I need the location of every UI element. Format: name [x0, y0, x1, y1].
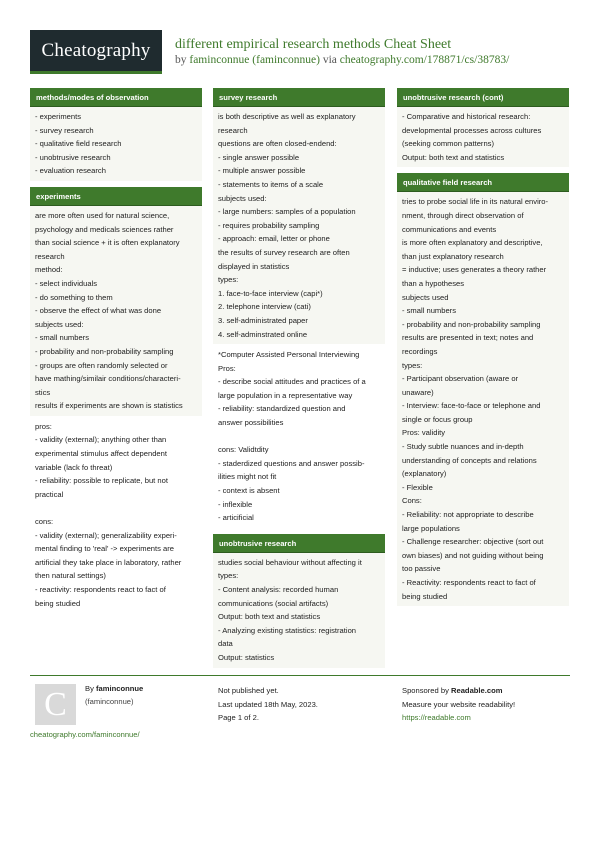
sponsor-name[interactable]: Readable.com	[451, 686, 503, 695]
section-title: unobtrusive research	[213, 534, 385, 553]
text-line: - approach: email, letter or phone	[218, 234, 330, 244]
text-line: answer possibilities	[218, 418, 284, 428]
text-line: recordings	[402, 346, 438, 356]
text-line: than a hypotheses	[402, 278, 465, 288]
page-number: Page 1 of 2.	[218, 713, 259, 723]
text-line: research	[218, 125, 248, 135]
text-line: communications and events	[402, 224, 497, 234]
logo-text: Cheatography	[41, 39, 151, 61]
text-line: nment, through direct observation of	[402, 210, 524, 220]
text-line: experimental stimulus affect dependent	[35, 449, 167, 459]
text-line: studies social behaviour without affecting it	[218, 557, 362, 567]
section-body	[30, 206, 202, 614]
text-line: - qualitative field research	[35, 139, 122, 149]
text-line: - Study subtle nuances and in-depth	[402, 442, 524, 452]
byline	[175, 54, 509, 66]
section-title: experiments	[30, 187, 202, 206]
text-line: subjects used:	[35, 319, 84, 329]
text-line: 1. face-to-face interview (capi*)	[218, 288, 323, 298]
text-line: tries to probe social life in its natural enviro-	[402, 197, 549, 207]
section-body	[397, 107, 569, 168]
text-line: - validity (external); generalizability experi-	[35, 530, 177, 540]
text-line: have mathing/similair conditions/characteri-	[35, 374, 181, 384]
text-line: - large numbers: samples of a population	[218, 207, 356, 217]
text-line: Pros:	[218, 363, 236, 373]
text-line: - reliability: possible to replicate, but not	[35, 476, 168, 486]
text-line: cons:	[35, 517, 54, 527]
column-3	[397, 88, 569, 612]
section	[397, 88, 569, 168]
text-line: - Participant observation (aware or	[402, 374, 519, 384]
text-line: - Content analysis: recorded human	[218, 585, 339, 594]
text-line: questions are often closed-endend:	[218, 139, 337, 149]
section-part	[30, 206, 202, 417]
text-line: large population in a representative way	[218, 390, 353, 400]
section-part	[397, 107, 569, 168]
text-line: - small numbers	[402, 306, 457, 316]
text-line: unaware)	[402, 387, 434, 397]
text-line: - inflexible	[218, 499, 253, 509]
text-line: artificial they take place in laboratory, rather	[35, 557, 182, 567]
footer-by-label: By	[85, 684, 94, 693]
sponsor-tagline: Measure your website readability!	[402, 699, 516, 709]
text-line: types:	[218, 275, 239, 285]
text-line: - evaluation research	[35, 166, 106, 176]
text-line: - groups are often randomly selected or	[35, 360, 168, 370]
text-line: - Reactivity: respondents react to fact of	[402, 578, 536, 587]
section-body	[397, 192, 569, 607]
text-line: single or focus group	[402, 414, 473, 424]
section	[30, 187, 202, 614]
footer-sponsor	[402, 684, 515, 725]
section-body	[30, 107, 202, 182]
text-line: - small numbers	[35, 333, 90, 343]
text-line: communications (social artifacts)	[218, 598, 329, 608]
cheatography-logo[interactable]	[30, 30, 162, 74]
text-line: - probability and non-probability sampling	[402, 319, 541, 329]
author-link[interactable]: faminconnue (faminconnue)	[189, 54, 320, 66]
text-line: Output: both text and statistics	[402, 152, 505, 162]
text-line: results are presented in text; notes and	[402, 333, 534, 343]
text-line: - survey research	[35, 125, 94, 135]
section-title: survey research	[213, 88, 385, 107]
section-part	[30, 107, 202, 182]
text-line: Pros: validity	[402, 428, 446, 438]
text-line: = inductive; uses generates a theory rather	[402, 265, 547, 275]
text-line: - Flexible	[402, 482, 433, 492]
text-line: large populations	[402, 523, 460, 533]
text-line	[35, 501, 197, 515]
text-line: - describe social attitudes and practices of a	[218, 377, 366, 387]
text-line: types:	[402, 360, 423, 370]
section-body	[213, 553, 385, 669]
footer-author-name[interactable]: faminconnue	[96, 684, 144, 693]
text-line: - Reliability: not appropriate to describe	[402, 510, 534, 520]
sponsor-url-link[interactable]: https://readable.com	[402, 713, 471, 723]
text-line: psychology and medicals sciences rather	[35, 224, 174, 234]
section-title: methods/modes of observation	[30, 88, 202, 107]
text-line: - Comparative and historical research:	[402, 112, 531, 121]
section	[30, 88, 202, 182]
text-line: - Analyzing existing statistics: registration	[218, 625, 357, 635]
text-line: 3. self-administrated paper	[218, 315, 308, 325]
section	[213, 534, 385, 669]
text-line: - reliability: standardized question and	[218, 404, 346, 414]
text-line: - staderdized questions and answer possib-	[218, 458, 365, 468]
text-line: Output: statistics	[218, 652, 275, 662]
section-body	[213, 107, 385, 529]
footer	[30, 675, 570, 739]
text-line: stics	[35, 387, 51, 397]
text-line: 2. telephone interview (cati)	[218, 302, 311, 312]
text-line: being studied	[402, 591, 448, 601]
text-line: Output: both text and statistics	[218, 612, 321, 622]
text-line: - Challenge researcher: objective (sort out	[402, 537, 544, 547]
text-line: variable (lack fo threat)	[35, 462, 113, 472]
text-line: - unobtrusive research	[35, 152, 111, 162]
section	[397, 173, 569, 607]
text-line: method:	[35, 265, 63, 275]
footer-author-handle: (faminconnue)	[85, 697, 134, 706]
section-part	[213, 553, 385, 669]
column-2	[213, 88, 385, 674]
text-line: practical	[35, 489, 64, 499]
text-line: types:	[218, 571, 239, 581]
text-line: research	[35, 251, 65, 261]
sponsor-prefix: Sponsored by	[402, 686, 449, 695]
text-line: data	[218, 639, 233, 649]
section	[213, 88, 385, 529]
text-line: - statements to items of a scale	[218, 179, 324, 189]
text-line: cons: Validtdity	[218, 445, 269, 455]
text-line: (explanatory)	[402, 469, 447, 479]
byline-prefix: by	[175, 54, 187, 66]
text-line: ilities might not fit	[218, 472, 277, 482]
section-part	[213, 107, 385, 345]
text-line: - validity (external); anything other than	[35, 435, 167, 445]
text-line: being studied	[35, 598, 81, 608]
section-title: qualitative field research	[397, 173, 569, 192]
section-part	[30, 417, 202, 614]
section-title: unobtrusive research (cont)	[397, 88, 569, 107]
author-url-link[interactable]: cheatography.com/faminconnue/	[30, 730, 140, 739]
page-title: different empirical research methods Cheat Sheet	[175, 37, 452, 52]
footer-author	[85, 684, 143, 693]
text-line: is more often explanatory and descriptive,	[402, 238, 543, 248]
text-line: *Computer Assisted Personal Interviewing	[218, 350, 360, 360]
text-line: than just explanatory research	[402, 251, 504, 261]
text-line	[218, 430, 380, 444]
text-line: then natural settings)	[35, 571, 106, 581]
published-status: Not published yet.	[218, 686, 279, 695]
sheet-url-link[interactable]: cheatography.com/178871/cs/38783/	[339, 54, 510, 66]
text-line: mental finding to 'real' -> experiments are	[35, 544, 175, 554]
section-part	[397, 192, 569, 607]
section-part	[213, 345, 385, 529]
text-line: developmental processes across cultures	[402, 125, 542, 135]
text-line: pros:	[35, 421, 52, 431]
sponsor-line	[402, 684, 515, 698]
text-line: - Interview: face-to-face or telephone and	[402, 401, 541, 411]
text-line: too passive	[402, 564, 441, 574]
text-line: Cons:	[402, 496, 422, 506]
text-line: - probability and non-probability sampling	[35, 346, 174, 356]
text-line: - select individuals	[35, 278, 98, 288]
text-line: the results of survey research are often	[218, 247, 350, 257]
text-line: than social science + it is often explanatory	[35, 238, 180, 248]
byline-via: via	[322, 54, 337, 66]
text-line: (seeking common patterns)	[402, 139, 495, 149]
text-line: - observe the effect of what was done	[35, 306, 162, 316]
text-line: 4. self-adminstrated online	[218, 329, 308, 339]
avatar[interactable]: C	[35, 684, 76, 725]
text-line: are more often used for natural science,	[35, 210, 170, 220]
text-line: - experiments	[35, 112, 82, 121]
text-line: subjects used:	[218, 193, 267, 203]
text-line: - single answer possible	[218, 152, 300, 162]
text-line: subjects used	[402, 292, 449, 302]
text-line: - multiple answer possible	[218, 166, 306, 176]
text-line: - requires probability sampling	[218, 220, 320, 230]
text-line: results if experiments are shown is statistics	[35, 401, 183, 411]
text-line: - context is absent	[218, 486, 280, 496]
text-line: - do something to them	[35, 292, 113, 302]
text-line: displayed in statistics	[218, 261, 290, 271]
text-line: own biases) and not guiding without being	[402, 550, 544, 560]
last-updated: Last updated 18th May, 2023.	[218, 699, 318, 709]
text-line: - reactivity: respondents react to fact of	[35, 585, 166, 594]
text-line: - articificial	[218, 513, 254, 523]
footer-publish-info	[218, 684, 318, 725]
column-1	[30, 88, 202, 619]
text-line: understanding of concepts and relations	[402, 455, 537, 465]
text-line: is both descriptive as well as explanatory	[218, 112, 356, 121]
